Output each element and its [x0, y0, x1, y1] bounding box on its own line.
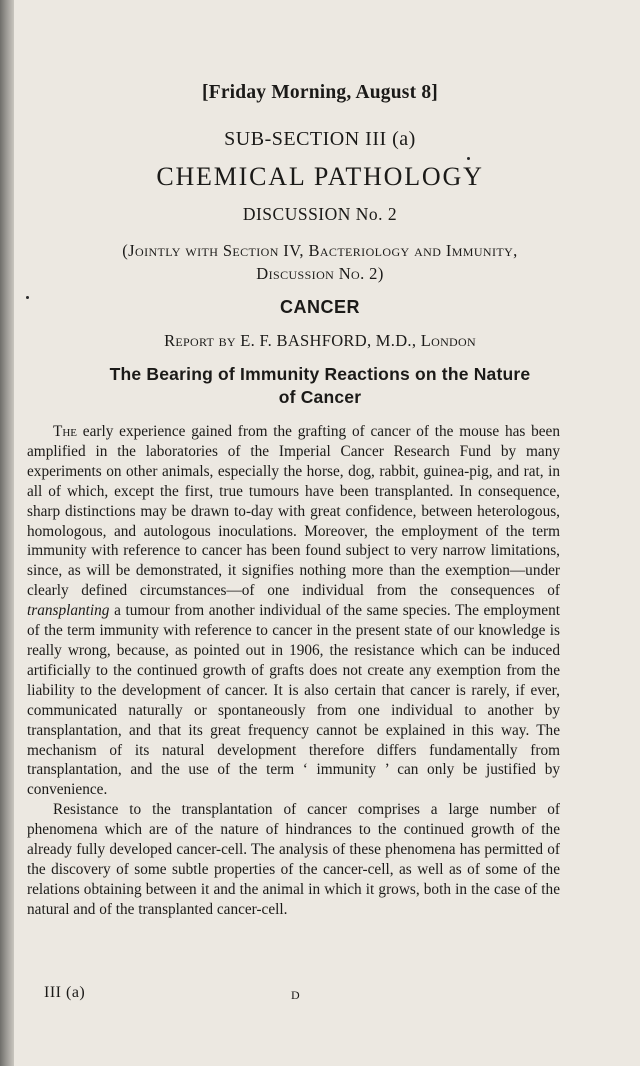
ink-speck	[467, 157, 470, 160]
paper-title-line-2: of Cancer	[278, 387, 362, 407]
paper-title-line-1: The Bearing of Immunity Reactions on the Nature	[109, 364, 531, 384]
section-title: CHEMICAL PATHOLOGY	[156, 162, 484, 191]
report-byline	[0, 331, 640, 351]
joint-note-line-2: Discussion No. 2)	[256, 264, 384, 283]
topic-heading: CANCER	[279, 297, 360, 317]
paragraph-1-part-1: early experience gained from the grafting of cancer of the mouse has been amplified in the laboratories of the Imperial Cancer Research Fund by many experiments on other animals, especially the horse, dog, rabbit, guinea-pig, and rat, in all of which, except the first, true tumours have been transplanted. In consequence, sharp distinctions may be drawn to-day with great confidence, between heterologous, homologous, and autologous inoculations. Moreover, the employment of the term immunity with reference to cancer has been found subject to very narrow limitations, since, as will be demonstrated, it signifies nothing more than the exemption—under clearly defined circumstances—of one individual from the consequences of	[27, 423, 560, 600]
report-place: London	[420, 331, 476, 350]
section-mark: III (a)	[44, 984, 86, 1001]
signature-mark: D	[291, 988, 301, 1002]
paragraph-lead-word: The	[53, 423, 78, 440]
joint-note-line-1: (Jointly with Section IV, Bacteriology and Immunity,	[122, 241, 518, 260]
paragraph-1-part-2: a tumour from another individual of the same species. The employment of the term immunity with reference to cancer in the present state of our knowledge is really wrong, because, as pointed out in 1906, the resistance which can be induced artificially to the continued growth of grafts does not create any exemption from the liability to the development of cancer. It is also certain that cancer is rarely, if ever, communicated naturally or spontaneously from one individual to another by transplantation, and that its great frequency cannot be explained in this way. The mechanism of its natural development therefore differs fundamentally from transplantation, and the use of the term ‘ immunity ’ can only be justified by convenience.	[27, 602, 560, 799]
report-author: E. F. BASHFORD, M.D.,	[240, 331, 417, 350]
paper-title	[0, 363, 640, 409]
body-text	[27, 422, 560, 920]
paragraph-1	[27, 422, 560, 800]
discussion-number: DISCUSSION No. 2	[242, 204, 398, 224]
report-prefix: Report by	[164, 331, 236, 350]
ink-speck	[26, 296, 29, 299]
session-date: [Friday Morning, August 8]	[202, 82, 438, 103]
paragraph-2: Resistance to the transplantation of cancer comprises a large number of phenomena which are of the nature of hindrances to the continued growth of the already fully developed cancer-cell. The analysis of these phenomena has permitted of the discovery of some subtle properties of the cancer-cell, as well as of some of the relations obtaining between it and the animal in which it grows, both in the case of the natural and of the transplanted cancer-cell.	[27, 801, 560, 918]
italic-term: transplanting	[27, 602, 110, 620]
subsection-heading: SUB-SECTION III (a)	[224, 128, 416, 150]
